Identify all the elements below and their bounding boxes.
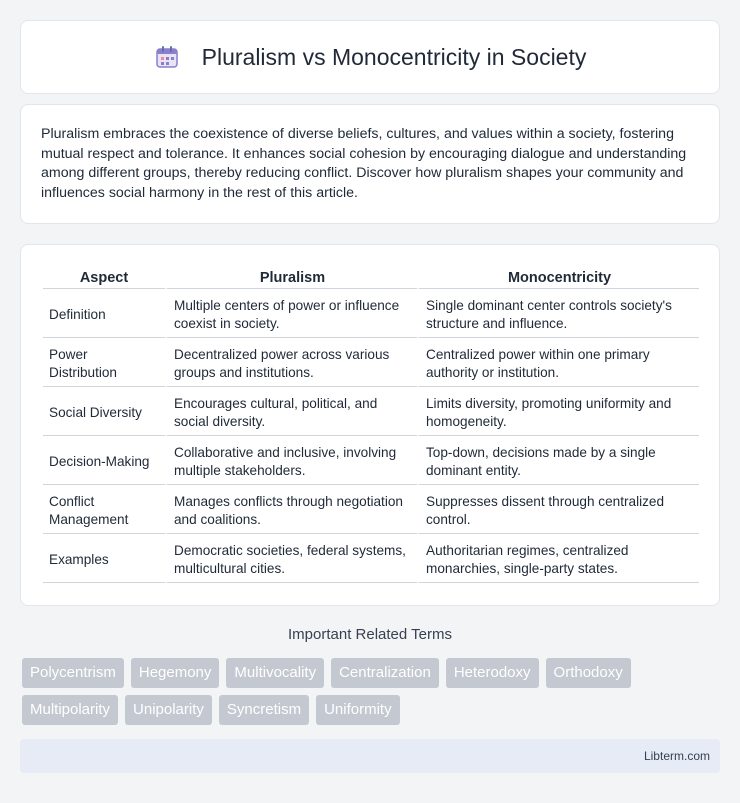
- row-pluralism: Decentralized power across various groups and institutions.: [165, 338, 417, 387]
- row-monocentricity: Limits diversity, promoting uniformity and homogeneity.: [417, 387, 699, 436]
- comparison-card: [20, 244, 720, 606]
- related-term-tag[interactable]: Syncretism: [219, 695, 309, 725]
- related-term-tag[interactable]: Polycentrism: [22, 658, 124, 688]
- intro-text: Pluralism embraces the coexistence of diverse beliefs, cultures, and values within a society, fostering mutual respect and tolerance. It enhances social cohesion by encouraging dialogue and understanding among different groups, thereby reducing conflict. Discover how pluralism shapes your community and influences social harmony in the rest of this article.: [41, 126, 687, 201]
- related-terms-title: Important Related Terms: [288, 626, 452, 643]
- column-header-aspect: Aspect: [43, 263, 165, 289]
- row-monocentricity: Authoritarian regimes, centralized monarchies, single-party states.: [417, 534, 699, 583]
- page-title: Pluralism vs Monocentricity in Society: [201, 43, 587, 70]
- table-row: [43, 338, 699, 387]
- calendar-icon: [154, 44, 180, 70]
- footer-site-link[interactable]: Libterm.com: [643, 749, 710, 763]
- row-pluralism: Manages conflicts through negotiation and coalitions.: [165, 485, 417, 534]
- related-term-tag[interactable]: Unipolarity: [125, 695, 212, 725]
- table-row: [43, 387, 699, 436]
- row-pluralism: Multiple centers of power or influence coexist in society.: [165, 289, 417, 338]
- row-monocentricity: Single dominant center controls society's structure and influence.: [417, 289, 699, 338]
- table-row: [43, 436, 699, 485]
- table-row: [43, 485, 699, 534]
- row-pluralism: Encourages cultural, political, and social diversity.: [165, 387, 417, 436]
- row-aspect: Conflict Management: [43, 485, 165, 534]
- related-term-tag[interactable]: Centralization: [331, 658, 439, 688]
- table-row: [43, 289, 699, 338]
- related-term-tag[interactable]: Orthodoxy: [546, 658, 631, 688]
- row-pluralism: Collaborative and inclusive, involving multiple stakeholders.: [165, 436, 417, 485]
- related-term-tag[interactable]: Heterodoxy: [446, 658, 539, 688]
- row-aspect: Social Diversity: [43, 387, 165, 436]
- column-header-pluralism: Pluralism: [165, 263, 417, 289]
- row-monocentricity: Suppresses dissent through centralized control.: [417, 485, 699, 534]
- intro-card: [20, 104, 720, 224]
- row-monocentricity: Top-down, decisions made by a single dominant entity.: [417, 436, 699, 485]
- row-aspect: Power Distribution: [43, 338, 165, 387]
- row-aspect: Examples: [43, 534, 165, 583]
- footer: [20, 739, 720, 773]
- row-monocentricity: Centralized power within one primary authority or institution.: [417, 338, 699, 387]
- related-term-tag[interactable]: Multipolarity: [22, 695, 118, 725]
- comparison-table: [43, 263, 699, 583]
- table-row: [43, 534, 699, 583]
- row-pluralism: Democratic societies, federal systems, multicultural cities.: [165, 534, 417, 583]
- row-aspect: Decision-Making: [43, 436, 165, 485]
- header-card: [20, 20, 720, 94]
- column-header-monocentricity: Monocentricity: [417, 263, 699, 289]
- row-aspect: Definition: [43, 289, 165, 338]
- related-term-tag[interactable]: Multivocality: [226, 658, 324, 688]
- table-header-row: [43, 263, 699, 289]
- related-terms-list: [22, 658, 722, 732]
- related-term-tag[interactable]: Hegemony: [131, 658, 220, 688]
- related-term-tag[interactable]: Uniformity: [316, 695, 400, 725]
